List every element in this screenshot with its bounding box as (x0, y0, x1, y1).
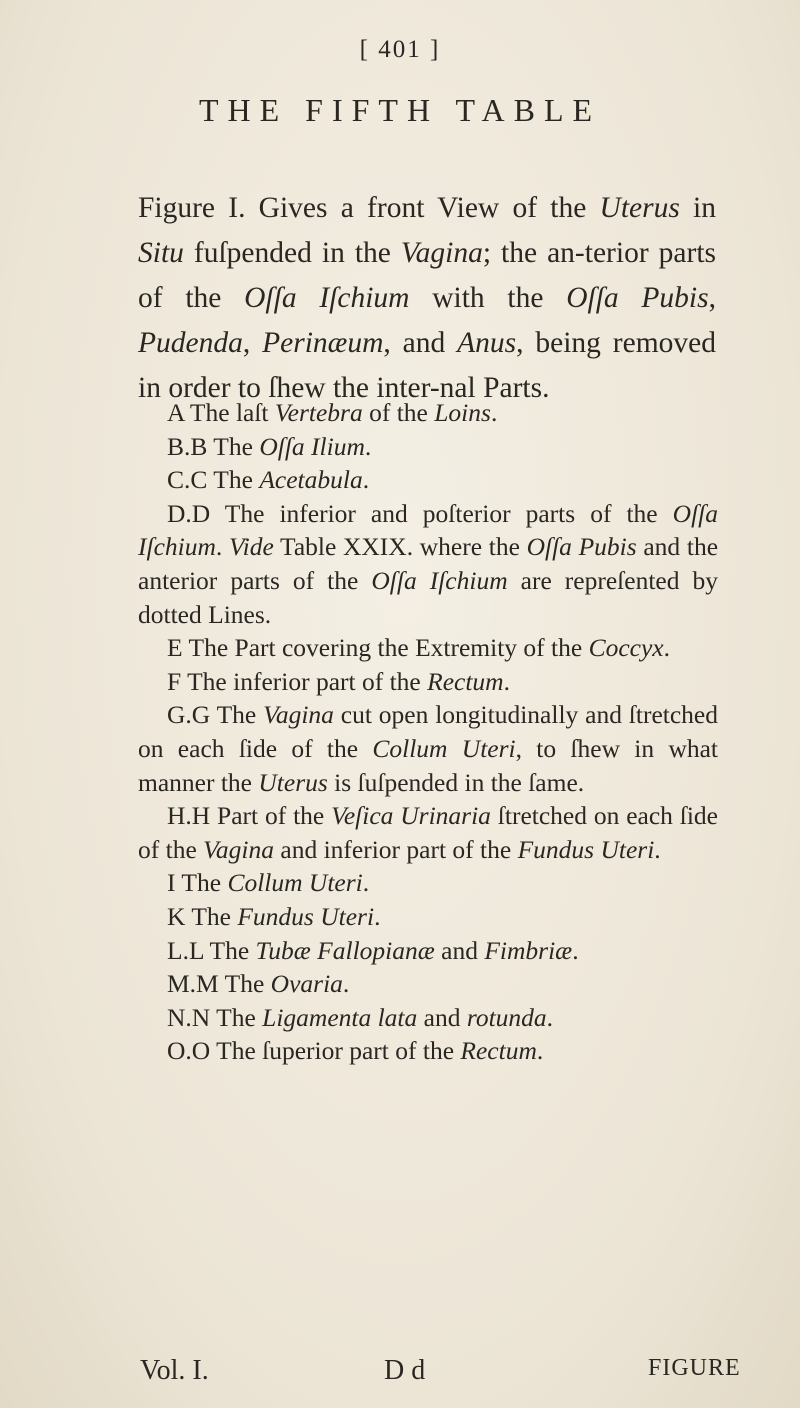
volume-label: Vol. I. (140, 1355, 209, 1386)
figure-description: Figure I. Gives a front View of the Uterus in Situ fuſpended in the Vagina; the an-terior parts of the Oſſa Iſchium with the Oſſa Pubis, Pudenda, Perinæum, and Anus, being removed in order to ſhew the inter-nal Parts. (138, 191, 717, 404)
legend-entry-o: O.O The ſuperior part of the Rectum. (167, 1036, 544, 1066)
page-footer (0, 1355, 800, 1395)
legend-entry-k: K The Fundus Uteri. (167, 901, 381, 931)
legend-entry-m: M.M The Ovaria. (167, 969, 350, 999)
page-number: [ 401 ] (359, 36, 441, 63)
legend-entry-c: C.C The Acetabula. (167, 465, 370, 495)
legend-entry-d: D.D The inferior and poſterior parts of the Oſſa Iſchium. Vide Table XXIX. where the Oſſa Pubis and the anterior parts of the Oſſa Iſchium are repreſented by dotted Lines. (138, 498, 719, 629)
legend-entry-b: B.B The Oſſa Ilium. (167, 431, 372, 461)
legend-entry-e: E The Part covering the Extremity of the Coccyx. (167, 633, 670, 663)
catchword: FIGURE (648, 1355, 741, 1381)
legend-entry-n: N.N The Ligamenta lata and rotunda. (167, 1002, 554, 1032)
signature-mark: D d (384, 1355, 426, 1386)
legend-entry-a: A The laſt Vertebra of the Loins. (167, 398, 498, 427)
figure-legend (138, 396, 718, 1068)
legend-entry-i: I The Collum Uteri. (167, 868, 370, 898)
legend-entry-f: F The inferior part of the Rectum. (167, 666, 510, 696)
figure-label: Figure I. (138, 191, 246, 224)
legend-entry-h: H.H Part of the Veſica Urinaria ſtretched on each ſide of the Vagina and inferior part of the Fundus Uteri. (138, 801, 718, 864)
legend-entry-g: G.G The Vagina cut open longitudinally and ſtretched on each ſide of the Collum Uteri, to ſhew in what manner the Uterus is ſuſpended in the ſame. (138, 700, 719, 797)
legend-entry-l: L.L The Tubæ Fallopianæ and Fimbriæ. (167, 935, 579, 965)
page-heading: THE FIFTH TABLE (198, 92, 602, 128)
